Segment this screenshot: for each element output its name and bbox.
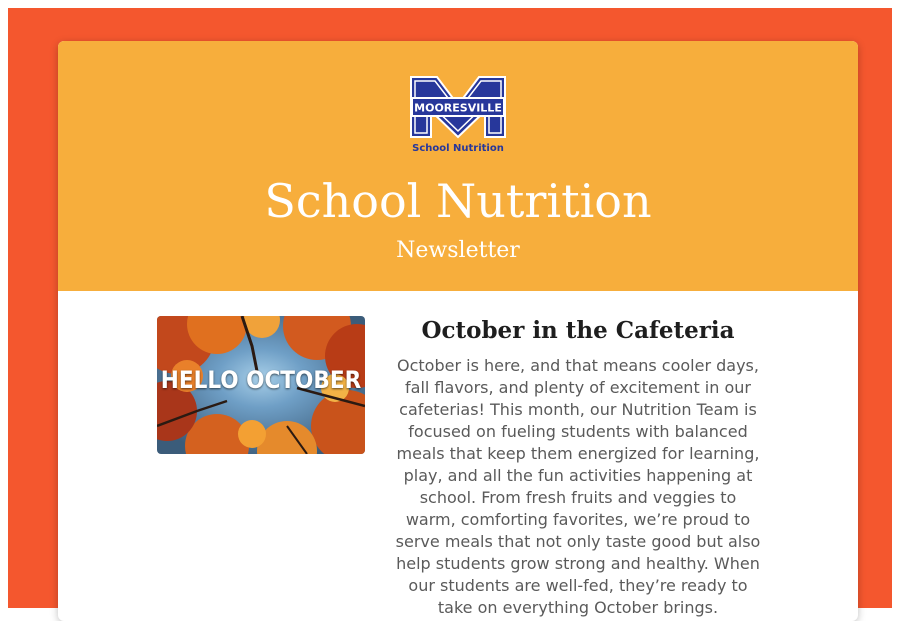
newsletter-body — [58, 291, 858, 621]
newsletter-card — [58, 41, 858, 621]
article-title: October in the Cafeteria — [421, 317, 735, 344]
article — [394, 315, 762, 619]
page-frame — [8, 8, 892, 617]
mooresville-logo-icon — [409, 75, 507, 155]
logo-caption: School Nutrition — [412, 143, 504, 154]
page-title: School Nutrition — [264, 174, 652, 228]
mooresville-logo — [409, 75, 507, 155]
logo-wordmark: MOORESVILLE — [414, 101, 502, 115]
newsletter-header — [58, 41, 858, 291]
hello-october-image — [157, 316, 365, 454]
article-body: October is here, and that means cooler days, fall flavors, and plenty of excitement in our cafeterias! This month, our Nutrition Team is focused on fueling students with balanced meals that keep them energized for learning, play, and all the fun activities happening at school. From fresh fruits and veggies to warm, comforting favorites, we’re proud to serve meals that not only taste good but also help students grow strong and healthy. When our students are well-fed, they’re ready to take on everything October brings. — [395, 356, 761, 617]
hero-caption: HELLO OCTOBER — [160, 366, 362, 394]
page-subtitle: Newsletter — [396, 238, 520, 263]
